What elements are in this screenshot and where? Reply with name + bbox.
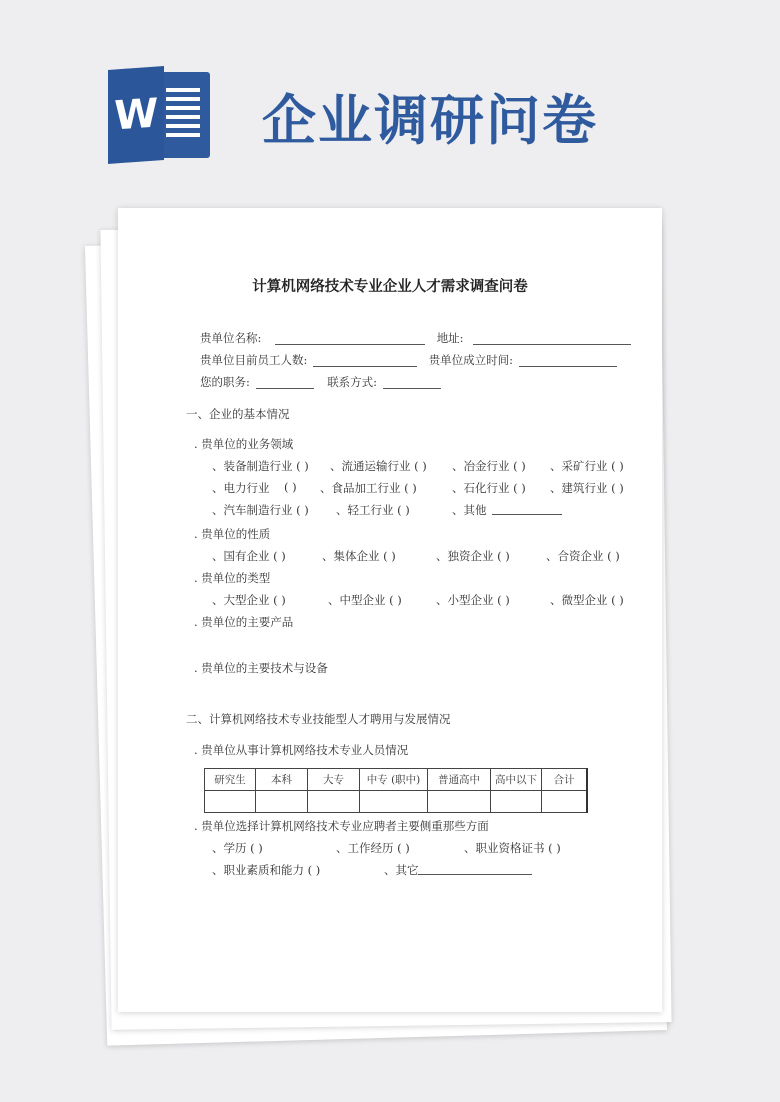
cell-vocational[interactable] bbox=[360, 791, 428, 813]
contact-label: 联系方式: bbox=[327, 375, 378, 389]
col-postgraduate: 研究生 bbox=[205, 769, 256, 791]
option-metallurgy[interactable]: 、冶金行业 ( ) bbox=[452, 459, 526, 473]
field-row-2 bbox=[200, 352, 617, 368]
q6-staff-situation: . 贵单位从事计算机网络技术专业人员情况 bbox=[194, 743, 409, 757]
col-bachelor: 本科 bbox=[256, 769, 308, 791]
option-collective[interactable]: 、集体企业 ( ) bbox=[322, 549, 396, 563]
option-power-paren[interactable]: ( ) bbox=[284, 480, 297, 494]
position-field[interactable] bbox=[256, 376, 314, 389]
field-row-3 bbox=[200, 374, 441, 390]
field-row-1 bbox=[200, 330, 631, 346]
q7-hiring-focus: . 贵单位选择计算机网络技术专业应聘者主要侧重那些方面 bbox=[194, 819, 489, 833]
option-other[interactable]: 、其他 bbox=[452, 503, 487, 517]
founded-field[interactable] bbox=[519, 354, 617, 367]
q5-technology: . 贵单位的主要技术与设备 bbox=[194, 661, 328, 675]
col-high-school: 普通高中 bbox=[428, 769, 491, 791]
other-focus-field[interactable] bbox=[418, 862, 532, 875]
contact-field[interactable] bbox=[383, 376, 441, 389]
document-title: 计算机网络技术专业企业人才需求调查问卷 bbox=[252, 278, 528, 295]
employees-field[interactable] bbox=[313, 354, 417, 367]
col-vocational: 中专 (职中) bbox=[360, 769, 428, 791]
unit-name-field[interactable] bbox=[275, 332, 425, 345]
word-icon-lines bbox=[166, 88, 200, 142]
q4-products: . 贵单位的主要产品 bbox=[194, 615, 294, 629]
address-field[interactable] bbox=[473, 332, 631, 345]
cell-bachelor[interactable] bbox=[256, 791, 308, 813]
option-state-owned[interactable]: 、国有企业 ( ) bbox=[212, 549, 286, 563]
cell-total[interactable] bbox=[542, 791, 588, 813]
option-sole-proprietorship[interactable]: 、独资企业 ( ) bbox=[436, 549, 510, 563]
option-small[interactable]: 、小型企业 ( ) bbox=[436, 593, 510, 607]
table-header-row bbox=[205, 769, 588, 791]
option-food-processing[interactable]: 、食品加工行业 ( ) bbox=[320, 481, 417, 495]
option-petrochemical[interactable]: 、石化行业 ( ) bbox=[452, 481, 526, 495]
option-other-focus[interactable]: 、其它 bbox=[384, 863, 419, 877]
option-micro[interactable]: 、微型企业 ( ) bbox=[550, 593, 624, 607]
table-row bbox=[205, 791, 588, 813]
col-college: 大专 bbox=[308, 769, 360, 791]
q3-type: . 贵单位的类型 bbox=[194, 571, 271, 585]
option-auto-manufacturing[interactable]: 、汽车制造行业 ( ) bbox=[212, 503, 309, 517]
word-app-icon bbox=[108, 68, 210, 162]
q2-nature: . 贵单位的性质 bbox=[194, 527, 271, 541]
option-logistics[interactable]: 、流通运输行业 ( ) bbox=[330, 459, 427, 473]
cell-college[interactable] bbox=[308, 791, 360, 813]
position-label: 您的职务: bbox=[200, 375, 250, 389]
staff-education-table bbox=[204, 768, 588, 813]
cell-below-high-school[interactable] bbox=[491, 791, 542, 813]
option-construction[interactable]: 、建筑行业 ( ) bbox=[550, 481, 624, 495]
option-medium[interactable]: 、中型企业 ( ) bbox=[328, 593, 402, 607]
col-total: 合计 bbox=[542, 769, 588, 791]
q1-business-field: . 贵单位的业务领域 bbox=[194, 437, 294, 451]
option-mining[interactable]: 、采矿行业 ( ) bbox=[550, 459, 624, 473]
word-icon-badge bbox=[108, 66, 164, 164]
option-light-industry[interactable]: 、轻工行业 ( ) bbox=[336, 503, 410, 517]
option-certificate[interactable]: 、职业资格证书 ( ) bbox=[464, 841, 561, 855]
option-large[interactable]: 、大型企业 ( ) bbox=[212, 593, 286, 607]
page-title: 企业调研问卷 bbox=[262, 89, 598, 152]
section1-heading: 一、企业的基本情况 bbox=[186, 407, 290, 421]
option-power[interactable]: 、电力行业 bbox=[212, 481, 270, 495]
address-label: 地址: bbox=[436, 331, 464, 345]
col-below-high-school: 高中以下 bbox=[491, 769, 542, 791]
founded-label: 贵单位成立时间: bbox=[428, 353, 514, 367]
option-equipment-manufacturing[interactable]: 、装备制造行业 ( ) bbox=[212, 459, 309, 473]
document-page bbox=[118, 208, 662, 1012]
option-work-experience[interactable]: 、工作经历 ( ) bbox=[336, 841, 410, 855]
option-education[interactable]: 、学历 ( ) bbox=[212, 841, 263, 855]
section2-heading: 二、计算机网络技术专业技能型人才聘用与发展情况 bbox=[186, 712, 451, 726]
unit-name-label: 贵单位名称: bbox=[200, 331, 262, 345]
cell-postgraduate[interactable] bbox=[205, 791, 256, 813]
cell-high-school[interactable] bbox=[428, 791, 491, 813]
option-joint-venture[interactable]: 、合资企业 ( ) bbox=[546, 549, 620, 563]
employees-label: 贵单位目前员工人数: bbox=[200, 353, 308, 367]
other-field[interactable] bbox=[492, 502, 562, 515]
word-icon-letter: W bbox=[113, 90, 159, 140]
option-quality-ability[interactable]: 、职业素质和能力 ( ) bbox=[212, 863, 321, 877]
